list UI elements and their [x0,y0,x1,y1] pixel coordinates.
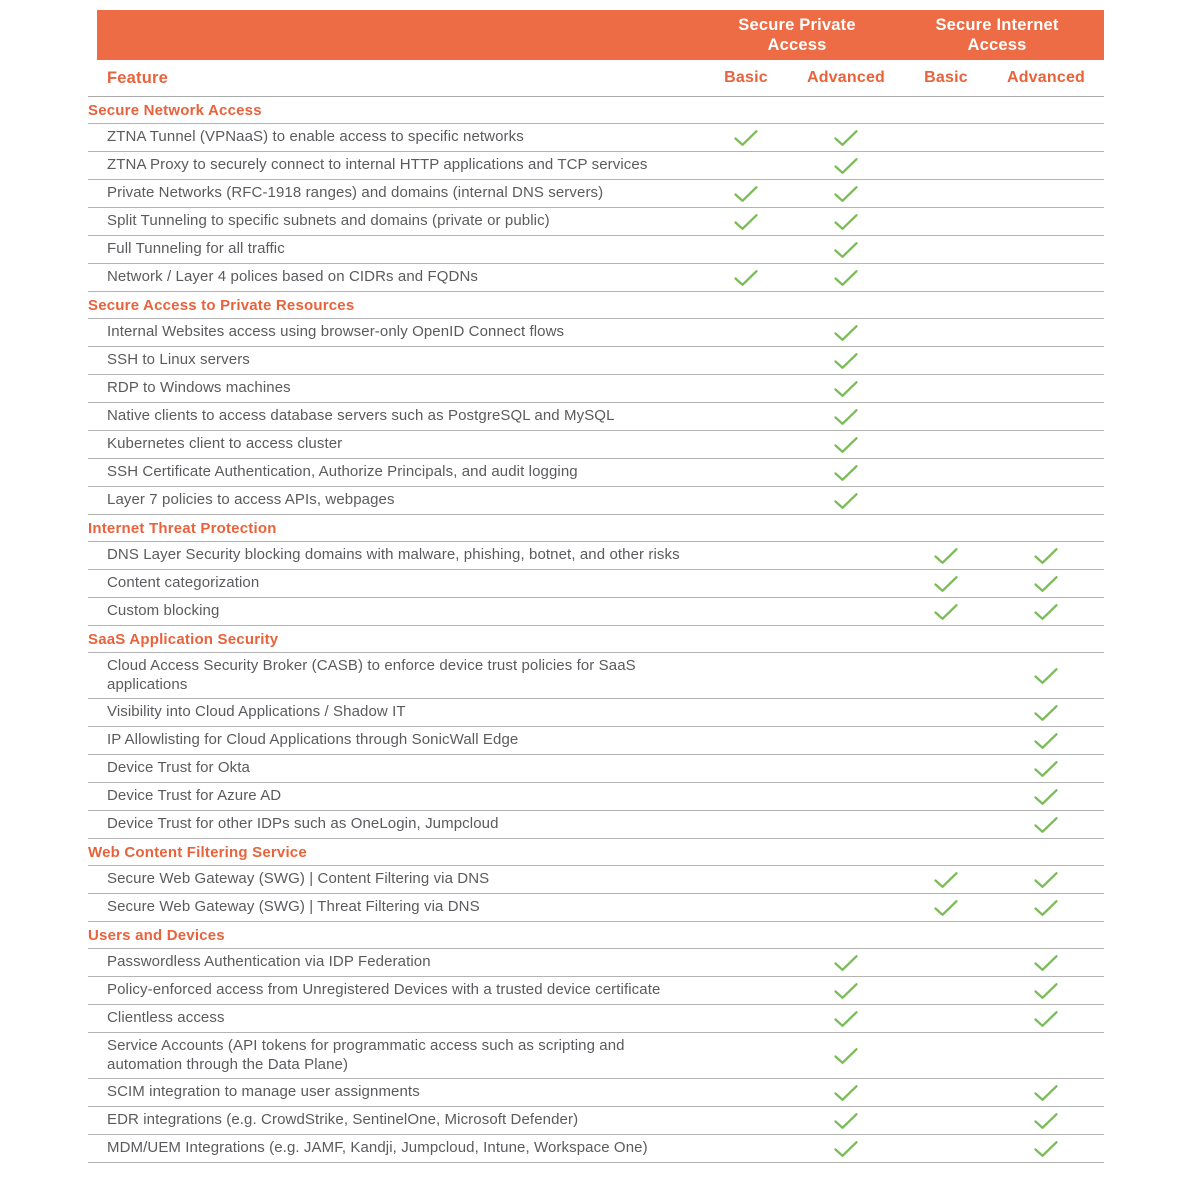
feature-cell [88,487,696,514]
feature-row [88,264,1104,292]
check-cell-secure-private-access-advanced [796,1112,896,1130]
checkmark-icon [1033,732,1059,750]
checkmark-icon [833,464,859,482]
check-cell-secure-internet-access-advanced [996,871,1096,889]
check-cell-secure-internet-access-advanced [996,816,1096,834]
feature-row [88,1107,1104,1135]
checkmark-icon [833,954,859,972]
feature-label: DNS Layer Security blocking domains with malware, phishing, botnet, and other risks [107,546,680,564]
check-cell-secure-internet-access-advanced [996,667,1096,685]
sub-column-sia-basic: Basic [924,69,968,86]
check-cell-secure-internet-access-advanced [996,1010,1096,1028]
feature-cell [88,124,696,151]
checkmark-icon [833,269,859,287]
feature-label: Secure Web Gateway (SWG) | Threat Filtering via DNS [107,898,480,916]
check-cell-secure-private-access-basic [696,129,796,147]
feature-label: ZTNA Tunnel (VPNaaS) to enable access to specific networks [107,128,524,146]
check-cell-secure-private-access-advanced [796,1140,896,1158]
check-cell-secure-internet-access-basic [896,575,996,593]
check-cell-secure-private-access-advanced [796,1047,896,1065]
feature-row [88,783,1104,811]
feature-cell [88,727,696,754]
checkmark-icon [733,129,759,147]
feature-label: Device Trust for Azure AD [107,787,282,805]
checkmark-icon [833,352,859,370]
check-cell-secure-private-access-advanced [796,1084,896,1102]
checkmark-icon [1033,547,1059,565]
feature-row [88,347,1104,375]
feature-row [88,180,1104,208]
feature-cell [88,264,696,291]
sub-column-sia-advanced: Advanced [1006,69,1086,86]
checkmark-icon [833,1084,859,1102]
feature-label: Device Trust for Okta [107,759,250,777]
feature-cell [88,347,696,374]
check-cell-secure-internet-access-advanced [996,954,1096,972]
feature-label: Private Networks (RFC-1918 ranges) and domains (internal DNS servers) [107,184,604,202]
checkmark-icon [1033,871,1059,889]
feature-cell [88,866,696,893]
feature-cell [88,1107,696,1134]
feature-row [88,977,1104,1005]
feature-label: Policy-enforced access from Unregistered Devices with a trusted device certificate [107,981,661,999]
check-cell-secure-internet-access-advanced [996,575,1096,593]
checkmark-icon [1033,1010,1059,1028]
feature-label: Passwordless Authentication via IDP Federation [107,953,431,971]
check-cell-secure-internet-access-basic [896,899,996,917]
checkmark-icon [833,213,859,231]
feature-row [88,124,1104,152]
checkmark-icon [833,1047,859,1065]
feature-row [88,152,1104,180]
feature-cell [88,375,696,402]
checkmark-icon [833,1112,859,1130]
feature-cell [88,431,696,458]
feature-cell [88,894,696,921]
feature-label: Internal Websites access using browser-only OpenID Connect flows [107,323,565,341]
checkmark-icon [833,380,859,398]
feature-cell [88,977,696,1004]
check-cell-secure-private-access-advanced [796,129,896,147]
section-title: Internet Threat Protection [88,519,277,537]
checkmark-icon [1033,603,1059,621]
feature-row [88,236,1104,264]
section-header-secure-access-to-private-resources [88,292,1104,319]
feature-label: Kubernetes client to access cluster [107,435,343,453]
checkmark-icon [833,157,859,175]
check-cell-secure-internet-access-basic [896,603,996,621]
check-cell-secure-private-access-advanced [796,324,896,342]
checkmark-icon [933,603,959,621]
section-header-web-content-filtering-service [88,839,1104,866]
feature-row [88,727,1104,755]
feature-label: Native clients to access database servers such as PostgreSQL and MySQL [107,407,615,425]
table-header-banner [97,10,1104,60]
check-cell-secure-internet-access-basic [896,547,996,565]
feature-row [88,375,1104,403]
check-cell-secure-private-access-advanced [796,157,896,175]
feature-label: Service Accounts (API tokens for programmatic access such as scripting and automation through the Data Plane) [107,1037,625,1073]
checkmark-icon [1033,788,1059,806]
feature-cell [88,180,696,207]
checkmark-icon [1033,1112,1059,1130]
checkmark-icon [1033,575,1059,593]
check-cell-secure-internet-access-advanced [996,547,1096,565]
check-cell-secure-internet-access-advanced [996,732,1096,750]
table-rows [88,97,1104,1163]
feature-cell [88,236,696,263]
section-title: SaaS Application Security [88,630,279,648]
feature-cell [88,403,696,430]
feature-row [88,598,1104,626]
checkmark-icon [833,324,859,342]
feature-row [88,319,1104,347]
column-header-row [88,60,1104,97]
feature-cell [88,598,696,625]
feature-cell [88,1005,696,1032]
check-cell-secure-internet-access-advanced [996,899,1096,917]
checkmark-icon [833,436,859,454]
feature-comparison-table [88,10,1104,1163]
feature-label: RDP to Windows machines [107,379,291,397]
sub-column-spa-basic: Basic [724,69,768,86]
feature-row [88,1033,1104,1079]
check-cell-secure-internet-access-advanced [996,1084,1096,1102]
check-cell-secure-private-access-advanced [796,954,896,972]
feature-row [88,459,1104,487]
check-cell-secure-private-access-advanced [796,352,896,370]
checkmark-icon [1033,1140,1059,1158]
feature-cell [88,152,696,179]
feature-row [88,208,1104,236]
checkmark-icon [833,1010,859,1028]
feature-label: ZTNA Proxy to securely connect to internal HTTP applications and TCP services [107,156,648,174]
feature-row [88,894,1104,922]
checkmark-icon [1033,954,1059,972]
checkmark-icon [833,185,859,203]
feature-label: MDM/UEM Integrations (e.g. JAMF, Kandji, Jumpcloud, Intune, Workspace One) [107,1139,648,1157]
column-group-secure-internet-access [897,15,1097,55]
feature-cell [88,570,696,597]
feature-cell [88,1135,696,1162]
feature-row [88,653,1104,699]
checkmark-icon [1033,704,1059,722]
feature-cell [88,542,696,569]
feature-row [88,1005,1104,1033]
feature-label: Content categorization [107,574,260,592]
check-cell-secure-private-access-advanced [796,380,896,398]
feature-row [88,1079,1104,1107]
feature-row [88,403,1104,431]
feature-column-header: Feature [107,68,169,87]
section-header-saas-application-security [88,626,1104,653]
feature-label: Network / Layer 4 polices based on CIDRs and FQDNs [107,268,478,286]
feature-label: SCIM integration to manage user assignments [107,1083,420,1101]
checkmark-icon [833,1140,859,1158]
feature-label: EDR integrations (e.g. CrowdStrike, SentinelOne, Microsoft Defender) [107,1111,579,1129]
checkmark-icon [733,269,759,287]
feature-label: Full Tunneling for all traffic [107,240,285,258]
checkmark-icon [1033,667,1059,685]
feature-label: SSH to Linux servers [107,351,250,369]
checkmark-icon [933,899,959,917]
feature-label: Clientless access [107,1009,225,1027]
feature-label: Custom blocking [107,602,220,620]
check-cell-secure-internet-access-advanced [996,982,1096,1000]
check-cell-secure-internet-access-basic [896,871,996,889]
section-header-internet-threat-protection [88,515,1104,542]
section-header-users-and-devices [88,922,1104,949]
checkmark-icon [933,547,959,565]
feature-cell [88,208,696,235]
feature-row [88,811,1104,839]
feature-label: Device Trust for other IDPs such as OneLogin, Jumpcloud [107,815,499,833]
feature-label: Cloud Access Security Broker (CASB) to enforce device trust policies for SaaS applications [107,657,636,693]
feature-cell [88,459,696,486]
feature-label: Secure Web Gateway (SWG) | Content Filtering via DNS [107,870,490,888]
check-cell-secure-private-access-advanced [796,1010,896,1028]
feature-cell [88,755,696,782]
section-title: Web Content Filtering Service [88,843,307,861]
checkmark-icon [833,129,859,147]
section-title: Secure Network Access [88,101,262,119]
checkmark-icon [733,213,759,231]
feature-cell [88,1033,696,1078]
checkmark-icon [933,575,959,593]
check-cell-secure-private-access-advanced [796,436,896,454]
checkmark-icon [833,408,859,426]
check-cell-secure-private-access-basic [696,185,796,203]
feature-row [88,949,1104,977]
feature-cell [88,949,696,976]
feature-row [88,699,1104,727]
feature-cell [88,783,696,810]
feature-label: Layer 7 policies to access APIs, webpages [107,491,395,509]
check-cell-secure-internet-access-advanced [996,1112,1096,1130]
checkmark-icon [1033,982,1059,1000]
feature-row [88,431,1104,459]
feature-row [88,487,1104,515]
feature-cell [88,319,696,346]
checkmark-icon [1033,899,1059,917]
sub-column-spa-advanced: Advanced [806,69,886,86]
feature-row [88,866,1104,894]
feature-cell [88,653,696,698]
checkmark-icon [733,185,759,203]
feature-row [88,1135,1104,1163]
check-cell-secure-private-access-basic [696,213,796,231]
check-cell-secure-internet-access-advanced [996,603,1096,621]
section-title: Users and Devices [88,926,225,944]
section-header-secure-network-access [88,97,1104,124]
feature-label: SSH Certificate Authentication, Authorize Principals, and audit logging [107,463,578,481]
feature-cell [88,699,696,726]
feature-label: Visibility into Cloud Applications / Shadow IT [107,703,406,721]
checkmark-icon [1033,816,1059,834]
check-cell-secure-private-access-basic [696,269,796,287]
section-title: Secure Access to Private Resources [88,296,355,314]
column-group-secure-private-access [697,15,897,55]
check-cell-secure-private-access-advanced [796,241,896,259]
feature-row [88,570,1104,598]
checkmark-icon [1033,760,1059,778]
check-cell-secure-private-access-advanced [796,408,896,426]
check-cell-secure-internet-access-advanced [996,760,1096,778]
checkmark-icon [933,871,959,889]
checkmark-icon [833,241,859,259]
checkmark-icon [833,492,859,510]
column-group-label: Secure Internet Access [935,16,1059,54]
check-cell-secure-private-access-advanced [796,464,896,482]
check-cell-secure-internet-access-advanced [996,704,1096,722]
column-group-label: Secure Private Access [738,16,856,54]
check-cell-secure-private-access-advanced [796,492,896,510]
check-cell-secure-internet-access-advanced [996,1140,1096,1158]
checkmark-icon [833,982,859,1000]
checkmark-icon [1033,1084,1059,1102]
check-cell-secure-private-access-advanced [796,982,896,1000]
check-cell-secure-private-access-advanced [796,269,896,287]
feature-label: Split Tunneling to specific subnets and domains (private or public) [107,212,550,230]
check-cell-secure-private-access-advanced [796,213,896,231]
feature-cell [88,1079,696,1106]
feature-row [88,542,1104,570]
check-cell-secure-internet-access-advanced [996,788,1096,806]
feature-label: IP Allowlisting for Cloud Applications through SonicWall Edge [107,731,519,749]
feature-row [88,755,1104,783]
feature-cell [88,811,696,838]
check-cell-secure-private-access-advanced [796,185,896,203]
